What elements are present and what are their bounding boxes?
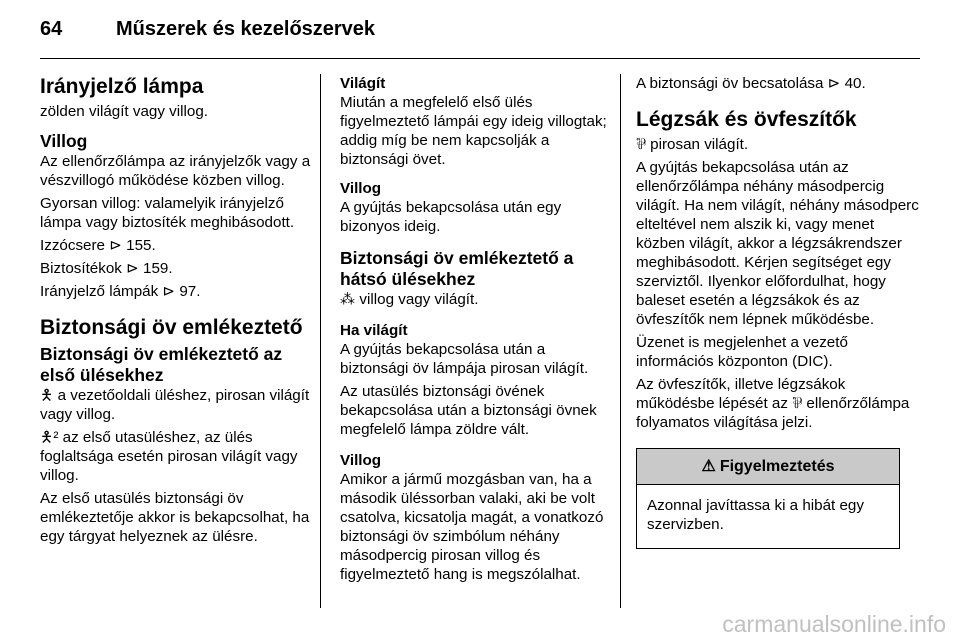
paragraph: A gyújtás bekapcsolása után a biztonsági öv lámpája pirosan világít. [340, 341, 589, 377]
column-2 [340, 74, 608, 584]
paragraph: Gyorsan villog: valamelyik irányjelző lámpa vagy biztosíték meghibásodott. [40, 195, 295, 231]
seatbelt-passenger-icon: 🯅² [40, 429, 59, 446]
airbag-icon: ⅌ [792, 395, 803, 412]
reference-link[interactable]: Izzócsere ⊳ 155. [40, 237, 156, 254]
paragraph: Üzenet is megjelenhet a vezető információs központon (DIC). [636, 334, 848, 370]
paragraph: Az övfeszítők, illetve légzsákok működésbe lépését az ⅌ ellenőrzőlámpa folyamatos világítása jelzi. [636, 376, 910, 431]
subheading: Villog [340, 452, 382, 469]
column-divider [320, 74, 321, 608]
chapter-title: Műszerek és kezelőszervek [116, 18, 376, 40]
subheading: Biztonsági öv emlékeztető a hátsó ülésekhez [340, 248, 574, 289]
paragraph: zölden világít vagy villog. [40, 103, 208, 120]
subheading: Villog [40, 131, 88, 151]
warning-text: Azonnal javíttassa ki a hibát egy szervizben. [647, 497, 864, 533]
subheading: Villog [340, 180, 382, 197]
paragraph: A gyújtás bekapcsolása után egy bizonyos ideig. [340, 199, 562, 235]
page-header [40, 14, 920, 60]
warning-box [636, 448, 900, 549]
seatbelt-icon: 🯅 [40, 387, 54, 404]
paragraph: ⁂ villog vagy világít. [340, 291, 479, 308]
section-title: Légzsák és övfeszítők [636, 108, 857, 131]
paragraph: Az első utasülés biztonsági öv emlékeztetője akkor is bekapcsolhat, ha egy tárgyat helyeznek az ülésre. [40, 490, 310, 545]
page-number: 64 [40, 18, 63, 40]
warning-title: Figyelmeztetés [719, 458, 835, 475]
paragraph: Amikor a jármű mozgásban van, ha a második üléssorban valaki, aki be volt csatolva, kicsatolja magát, a vonatkozó biztonsági öv szimbólum néhány másodpercig pirosan villog és figyelmeztető hang is megszólalhat. [340, 471, 604, 583]
warning-header [637, 449, 899, 485]
warning-triangle-icon: ⚠ [701, 458, 716, 475]
header-rule [40, 58, 920, 59]
subheading: Biztonsági öv emlékeztető az első ülésekhez [40, 344, 283, 385]
paragraph: ⅌ pirosan világít. [636, 136, 749, 153]
paragraph: Az utasülés biztonsági övének bekapcsolása után a biztonsági övnek megfelelő lámpa zöldre vált. [340, 383, 597, 438]
paragraph: 🯅 a vezetőoldali üléshez, pirosan világít vagy villog. [40, 387, 310, 423]
reference-link[interactable]: Biztosítékok ⊳ 159. [40, 260, 173, 277]
column-1 [40, 74, 312, 546]
paragraph: 🯅² az első utasüléshez, az ülés foglaltsága esetén pirosan világít vagy villog. [40, 429, 298, 484]
column-divider [620, 74, 621, 608]
column-3 [636, 74, 926, 549]
reference-link[interactable]: A biztonsági öv becsatolása ⊳ 40. [636, 75, 866, 92]
reference-link[interactable]: Irányjelző lámpák ⊳ 97. [40, 283, 201, 300]
watermark: carmanualsonline.info [722, 611, 946, 637]
subheading: Ha világít [340, 322, 408, 339]
section-title: Biztonsági öv emlékeztető [40, 316, 303, 339]
paragraph: A gyújtás bekapcsolása után az ellenőrzőlámpa néhány másodpercig világít. Ha nem világít, néhány másodperc elteltével nem alszik ki, vagy menet közben világít, akkor a légzsákrendszer meghibásodott. Kérjen segítséget egy szerviztől. Ilyenkor előfordulhat, hogy baleset esetén a légzsákok és az övfeszítők nem lépnek működésbe. [636, 159, 919, 328]
paragraph: Az ellenőrzőlámpa az irányjelzők vagy a vészvillogó működése közben villog. [40, 153, 311, 189]
section-title: Irányjelző lámpa [40, 75, 204, 98]
airbag-icon: ⅌ [636, 136, 646, 153]
paragraph: Miután a megfelelő első ülés figyelmeztető lámpái egy ideig villogtak; addig míg be nem kapcsolják a biztonsági övet. [340, 94, 607, 168]
subheading: Világít [340, 75, 386, 92]
rear-seatbelt-icon: ⁂ [340, 291, 356, 308]
